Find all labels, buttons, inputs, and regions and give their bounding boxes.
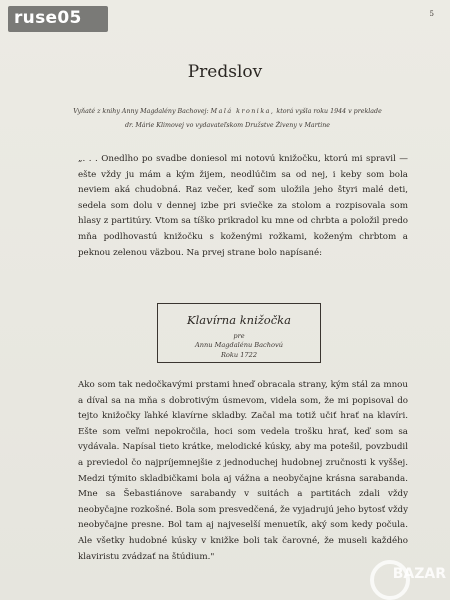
paragraph-1: „. . . Onedlho po svadbe doniesol mi notovú knižočku, ktorú mi spravil — ešte vždy ju mám a kým žijem, neodlúčim sa od nej, i keby som bola neviem aká chudobná. Raz večer, keď som uložila jeho štyri malé deti, sedela som dolu v dennej izbe pri sviečke za stolom a rozpisovala som hlasy z partitúry. Vtom sa tíško prikradol ku mne od chrbta a položil predo mňa podlhovastú knižočku s koženými rožkami, koženým chrbtom a peknou zelenou väzbou. Na prvej strane bolo napísané: (78, 154, 408, 258)
source-book: Malá kronika, (210, 108, 275, 115)
source-prefix: Vyňaté z knihy Anny Magdalény Bachovej: (73, 108, 209, 115)
source-line-2: dr. Márie Klimovej vo vydavateľskom Družstve Živeny v Martine (124, 122, 331, 129)
page-title: Predslov (187, 62, 263, 82)
inscription-name: Annu Magdalénu Bachovú (195, 341, 283, 349)
inscription-title: Klavírna knižočka (186, 313, 292, 327)
inscription-for: pre (233, 332, 245, 340)
watermark-bottom (366, 558, 446, 598)
watermark-logo (8, 6, 108, 32)
source-suffix: ktorá vyšla roku 1944 v preklade (276, 108, 382, 115)
watermark-text: ruse05 (14, 8, 82, 28)
inscription-box (157, 303, 321, 363)
watermark-bottom-text: BAZAR (392, 566, 446, 582)
inscription-year: Roku 1722 (220, 351, 258, 359)
paragraph-2: Ako som tak nedočkavými prstami hneď obracala strany, kým stál za mnou a díval sa na mňa s dobrotivým úsmevom, videla som, že mi popisoval do tejto knižočky ľahké klavírne skladby. Začal ma totiž učiť hrať na klavíri. Ešte som veľmi nepokročila, hoci som vedela trošku hrať, keď som sa vydávala. Napísal tieto krátke, melodické kúsky, aby ma potešil, povzbudil a previedol čo najpríjemnejšie z jednoduchej hudobnej zručnosti k vyššej. Medzi týmito skladbičkami bola aj vážna a neobyčajne krásna sarabanda. Mne sa Šebastiánove sarabandy v suitách a partitách zdali vždy neobyčajne rozkošné. Bola som presvedčená, že vyjadrujú jeho bytosť vždy neobyčajne presne. Bol tam aj najveselší menuetík, aký som kedy počula. Ale všetky hudobné kúsky v knižke boli tak čarovné, že museli každého klaviristu zvádzať na štúdium." (78, 380, 408, 562)
source-note (30, 105, 425, 133)
source-line-1 (30, 105, 425, 119)
page-number: 5 (429, 10, 434, 18)
